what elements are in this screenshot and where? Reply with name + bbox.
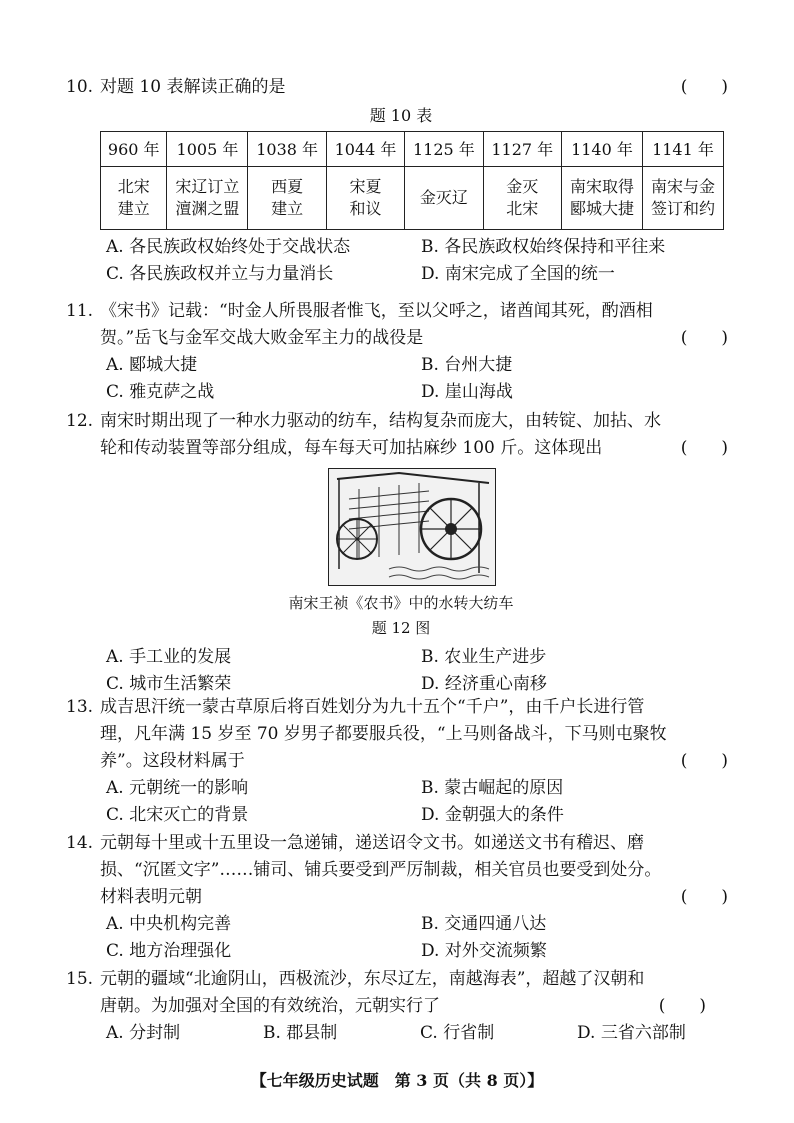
table-year-cell: 1005 年 — [167, 132, 248, 167]
option-b[interactable]: B. 蒙古崛起的原因 — [421, 778, 564, 798]
options — [66, 775, 736, 829]
question-number: 11. — [66, 301, 94, 321]
table-year-cell: 1141 年 — [642, 132, 723, 167]
table-year-cell: 1140 年 — [561, 132, 642, 167]
option-a[interactable]: A. 郾城大捷 — [106, 355, 198, 375]
water-spinning-wheel-illustration — [328, 468, 496, 586]
option-a[interactable]: A. 分封制 — [106, 1023, 181, 1043]
table-event-cell — [326, 167, 404, 230]
options — [66, 1020, 736, 1047]
option-c[interactable]: C. 行省制 — [420, 1023, 495, 1043]
question-stem-line2: 理，凡年满 15 岁至 70 岁男子都要服兵役，“上马则备战斗，下马则屯聚牧 — [100, 724, 667, 744]
question-12 — [66, 408, 736, 698]
question-stem-line1: 元朝每十里或十五里设一急递铺，递送诏令文书。如递送文书有稽迟、磨 — [100, 833, 644, 853]
question-11 — [66, 298, 736, 406]
question-stem: 对题 10 表解读正确的是 — [100, 77, 286, 97]
page-footer: 【七年级历史试题 第 3 页（共 8 页）】 — [250, 1071, 544, 1090]
option-a[interactable]: A. 各民族政权始终处于交战状态 — [106, 237, 351, 257]
question-15 — [66, 966, 736, 1047]
options — [66, 352, 736, 406]
option-c[interactable]: C. 地方治理强化 — [106, 941, 232, 961]
table-event-line: 南宋取得 — [569, 177, 634, 196]
table-year-cell: 1038 年 — [248, 132, 326, 167]
question-stem-line3: 材料表明元朝 — [100, 887, 202, 907]
timeline-table — [100, 131, 724, 230]
table-event-line: 建立 — [117, 199, 150, 218]
table-event-line: 北宋 — [117, 177, 150, 196]
table-event-cell — [248, 167, 326, 230]
table-year-cell: 960 年 — [101, 132, 167, 167]
question-number: 12. — [66, 411, 94, 431]
table-event-line: 南宋与金 — [650, 177, 715, 196]
option-a[interactable]: A. 手工业的发展 — [106, 647, 232, 667]
answer-blank: ( ) — [680, 77, 728, 97]
illustration-svg — [329, 469, 495, 585]
table-event-cell — [561, 167, 642, 230]
option-d[interactable]: D. 南宋完成了全国的统一 — [421, 264, 615, 284]
question-10 — [66, 74, 736, 288]
question-stem-line2: 轮和传动装置等部分组成，每车每天可加拈麻纱 100 斤。这体现出 — [100, 438, 603, 458]
question-stem-line1: 成吉思汗统一蒙古草原后将百姓划分为九十五个“千户”，由千户长进行管 — [100, 697, 645, 717]
option-b[interactable]: B. 各民族政权始终保持和平往来 — [421, 237, 666, 257]
answer-blank: ( ) — [680, 438, 728, 458]
question-number: 14. — [66, 833, 94, 853]
question-stem-line2: 损、“沉匿文字”……铺司、铺兵要受到严厉制裁，相关官员也要受到处分。 — [100, 860, 662, 880]
table-event-line: 北宋 — [506, 199, 539, 218]
table-event-cell — [405, 167, 483, 230]
option-c[interactable]: C. 北宋灭亡的背景 — [106, 805, 249, 825]
question-number: 15. — [66, 969, 94, 989]
option-c[interactable]: C. 城市生活繁荣 — [106, 674, 232, 694]
question-14 — [66, 830, 736, 965]
option-d[interactable]: D. 金朝强大的条件 — [421, 805, 564, 825]
question-stem-line1: 元朝的疆域“北逾阴山，西极流沙，东尽辽左，南越海表”，超越了汉朝和 — [100, 969, 645, 989]
question-number: 10. — [66, 77, 94, 97]
options — [66, 644, 736, 698]
answer-blank: ( ) — [680, 328, 728, 348]
question-stem-line3: 养”。这段材料属于 — [100, 751, 245, 771]
option-b[interactable]: B. 台州大捷 — [421, 355, 513, 375]
option-c[interactable]: C. 各民族政权并立与力量消长 — [106, 264, 334, 284]
table-year-cell: 1127 年 — [483, 132, 561, 167]
question-number: 13. — [66, 697, 94, 717]
table-event-line: 郾城大捷 — [569, 199, 634, 218]
table-event-line: 西夏 — [271, 177, 304, 196]
question-stem-line1: 南宋时期出现了一种水力驱动的纺车，结构复杂而庞大，由转锭、加拈、水 — [100, 411, 661, 431]
figure-title: 题 12 图 — [371, 619, 431, 637]
answer-blank: ( ) — [680, 751, 728, 771]
table-title: 题 10 表 — [369, 106, 433, 125]
question-13 — [66, 694, 736, 829]
question-stem-line2: 贺。”岳飞与金军交战大败金军主力的战役是 — [100, 328, 424, 348]
figure-caption: 南宋王祯《农书》中的水转大纺车 — [288, 594, 514, 612]
question-stem-line1: 《宋书》记载：“时金人所畏服者惟飞，至以父呼之，诸酋闻其死，酌酒相 — [100, 301, 653, 321]
table-event-line: 建立 — [271, 199, 304, 218]
options — [66, 911, 736, 965]
option-b[interactable]: B. 郡县制 — [263, 1023, 338, 1043]
table-event-line: 签订和约 — [650, 199, 715, 218]
option-a[interactable]: A. 元朝统一的影响 — [106, 778, 249, 798]
option-a[interactable]: A. 中央机构完善 — [106, 914, 232, 934]
table-event-cell — [483, 167, 561, 230]
table-event-cell — [167, 167, 248, 230]
option-d[interactable]: D. 对外交流频繁 — [421, 941, 547, 961]
answer-blank: ( ) — [658, 996, 706, 1016]
table-event-line: 金灭辽 — [419, 188, 468, 207]
answer-blank: ( ) — [680, 887, 728, 907]
table-event-line: 和议 — [349, 199, 382, 218]
table-year-cell: 1044 年 — [326, 132, 404, 167]
table-event-line: 金灭 — [506, 177, 539, 196]
option-b[interactable]: B. 交通四通八达 — [421, 914, 547, 934]
options — [66, 234, 736, 288]
option-d[interactable]: D. 经济重心南移 — [421, 674, 547, 694]
option-d[interactable]: D. 三省六部制 — [577, 1023, 686, 1043]
table-event-cell — [101, 167, 167, 230]
table-event-line: 宋辽订立 — [175, 177, 240, 196]
question-stem-line2: 唐朝。为加强对全国的有效统治，元朝实行了 — [100, 996, 440, 1016]
table-year-cell: 1125 年 — [405, 132, 483, 167]
table-event-line: 澶渊之盟 — [175, 199, 240, 218]
option-d[interactable]: D. 崖山海战 — [421, 382, 513, 402]
table-event-cell — [642, 167, 723, 230]
option-c[interactable]: C. 雅克萨之战 — [106, 382, 215, 402]
table-event-line: 宋夏 — [349, 177, 382, 196]
option-b[interactable]: B. 农业生产进步 — [421, 647, 547, 667]
